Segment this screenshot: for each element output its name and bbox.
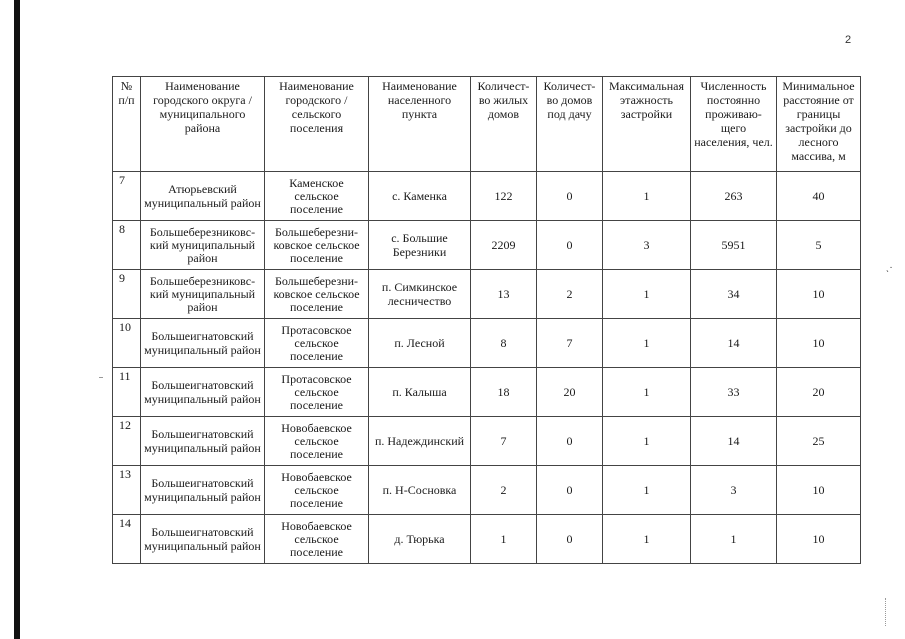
cell-floors: 1 bbox=[603, 466, 691, 515]
cell-locality: п. Надеждинский bbox=[369, 417, 471, 466]
cell-number: 10 bbox=[113, 319, 141, 368]
cell-floors: 1 bbox=[603, 319, 691, 368]
cell-settlement: Новобаевское сельское поселение bbox=[265, 466, 369, 515]
stray-mark-dotted bbox=[885, 598, 890, 626]
cell-dachas: 0 bbox=[537, 466, 603, 515]
cell-number: 11 bbox=[113, 368, 141, 417]
cell-dachas: 0 bbox=[537, 417, 603, 466]
settlements-table bbox=[112, 76, 861, 564]
table-row bbox=[113, 515, 861, 564]
cell-distance: 10 bbox=[777, 319, 861, 368]
cell-number: 14 bbox=[113, 515, 141, 564]
table-row bbox=[113, 221, 861, 270]
cell-distance: 5 bbox=[777, 221, 861, 270]
cell-floors: 1 bbox=[603, 172, 691, 221]
cell-floors: 1 bbox=[603, 368, 691, 417]
cell-dachas: 0 bbox=[537, 221, 603, 270]
cell-population: 33 bbox=[691, 368, 777, 417]
table-row bbox=[113, 319, 861, 368]
header-distance: Минимальное расстояние от границы застройки до лесного массива, м bbox=[777, 77, 861, 172]
cell-number: 12 bbox=[113, 417, 141, 466]
cell-houses: 13 bbox=[471, 270, 537, 319]
table-header-row bbox=[113, 77, 861, 172]
cell-settlement: Протасовское сельское поселение bbox=[265, 368, 369, 417]
cell-houses: 2 bbox=[471, 466, 537, 515]
cell-houses: 18 bbox=[471, 368, 537, 417]
cell-locality: д. Тюрька bbox=[369, 515, 471, 564]
cell-population: 14 bbox=[691, 417, 777, 466]
cell-settlement: Большеберезни-ковское сельское поселение bbox=[265, 221, 369, 270]
cell-houses: 7 bbox=[471, 417, 537, 466]
cell-district: Большеберезниковс-кий муниципальный район bbox=[141, 221, 265, 270]
cell-locality: с. Каменка bbox=[369, 172, 471, 221]
cell-dachas: 2 bbox=[537, 270, 603, 319]
cell-district: Атюрьевский муниципальный район bbox=[141, 172, 265, 221]
cell-floors: 3 bbox=[603, 221, 691, 270]
cell-distance: 40 bbox=[777, 172, 861, 221]
cell-population: 14 bbox=[691, 319, 777, 368]
page-number: 2 bbox=[845, 34, 852, 46]
header-houses: Количест-во жилых домов bbox=[471, 77, 537, 172]
cell-dachas: 0 bbox=[537, 172, 603, 221]
cell-population: 1 bbox=[691, 515, 777, 564]
cell-district: Большеигнатовский муниципальный район bbox=[141, 515, 265, 564]
cell-floors: 1 bbox=[603, 270, 691, 319]
table-row bbox=[113, 270, 861, 319]
cell-district: Большеигнатовский муниципальный район bbox=[141, 417, 265, 466]
stray-mark-dash bbox=[99, 377, 103, 378]
cell-locality: с. Большие Березники bbox=[369, 221, 471, 270]
cell-number: 13 bbox=[113, 466, 141, 515]
cell-distance: 20 bbox=[777, 368, 861, 417]
cell-distance: 10 bbox=[777, 515, 861, 564]
table-row bbox=[113, 417, 861, 466]
header-locality: Наименование населенного пункта bbox=[369, 77, 471, 172]
cell-population: 34 bbox=[691, 270, 777, 319]
cell-settlement: Протасовское сельское поселение bbox=[265, 319, 369, 368]
cell-settlement: Большеберезни-ковское сельское поселение bbox=[265, 270, 369, 319]
cell-population: 5951 bbox=[691, 221, 777, 270]
cell-houses: 2209 bbox=[471, 221, 537, 270]
cell-dachas: 0 bbox=[537, 515, 603, 564]
cell-district: Большеигнатовский муниципальный район bbox=[141, 368, 265, 417]
header-settlement: Наименование городского / сельского поселения bbox=[265, 77, 369, 172]
cell-dachas: 20 bbox=[537, 368, 603, 417]
cell-locality: п. Калыша bbox=[369, 368, 471, 417]
cell-locality: п. Симкинское лесничество bbox=[369, 270, 471, 319]
cell-floors: 1 bbox=[603, 417, 691, 466]
cell-settlement: Каменское сельское поселение bbox=[265, 172, 369, 221]
scan-border-edge bbox=[14, 0, 20, 639]
header-population: Численность постоянно проживаю-щего населения, чел. bbox=[691, 77, 777, 172]
cell-locality: п. Н-Сосновка bbox=[369, 466, 471, 515]
cell-number: 9 bbox=[113, 270, 141, 319]
table-row bbox=[113, 368, 861, 417]
cell-houses: 122 bbox=[471, 172, 537, 221]
header-district: Наименование городского округа / муниципального района bbox=[141, 77, 265, 172]
cell-settlement: Новобаевское сельское поселение bbox=[265, 417, 369, 466]
cell-distance: 10 bbox=[777, 270, 861, 319]
cell-distance: 25 bbox=[777, 417, 861, 466]
cell-locality: п. Лесной bbox=[369, 319, 471, 368]
cell-houses: 1 bbox=[471, 515, 537, 564]
header-number: № п/п bbox=[113, 77, 141, 172]
cell-distance: 10 bbox=[777, 466, 861, 515]
stray-mark: ˎ· bbox=[886, 262, 893, 273]
cell-settlement: Новобаевское сельское поселение bbox=[265, 515, 369, 564]
cell-dachas: 7 bbox=[537, 319, 603, 368]
cell-population: 3 bbox=[691, 466, 777, 515]
table-row bbox=[113, 172, 861, 221]
cell-houses: 8 bbox=[471, 319, 537, 368]
cell-population: 263 bbox=[691, 172, 777, 221]
cell-district: Большеберезниковс-кий муниципальный район bbox=[141, 270, 265, 319]
header-floors: Максимальная этажность застройки bbox=[603, 77, 691, 172]
header-dachas: Количест-во домов под дачу bbox=[537, 77, 603, 172]
cell-district: Большеигнатовский муниципальный район bbox=[141, 319, 265, 368]
cell-number: 7 bbox=[113, 172, 141, 221]
table-row bbox=[113, 466, 861, 515]
cell-number: 8 bbox=[113, 221, 141, 270]
cell-district: Большеигнатовский муниципальный район bbox=[141, 466, 265, 515]
cell-floors: 1 bbox=[603, 515, 691, 564]
